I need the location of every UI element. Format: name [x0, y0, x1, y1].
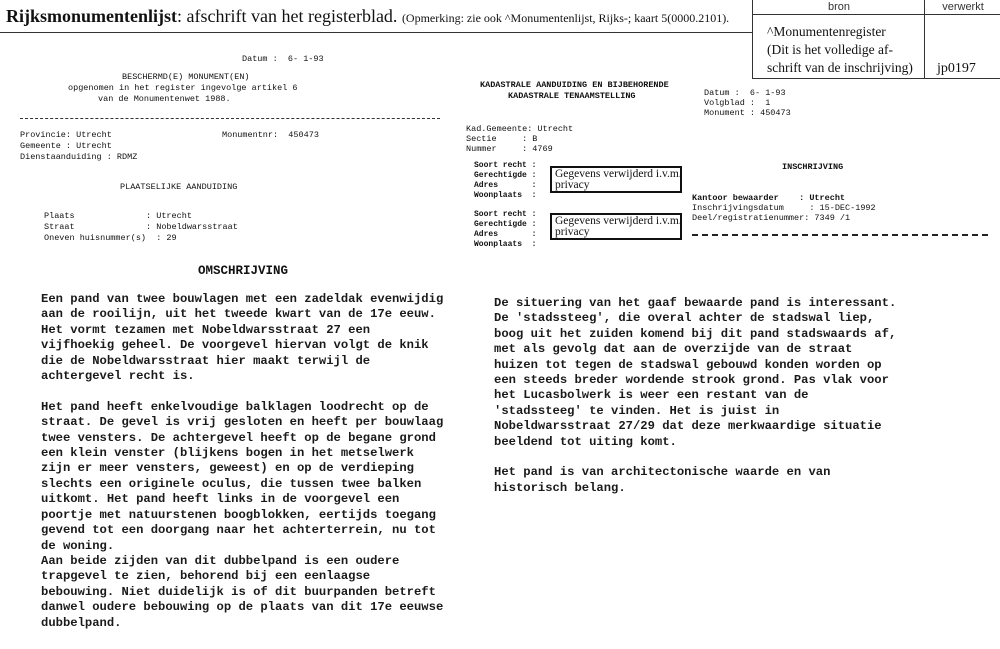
bron-header: bron [752, 0, 925, 15]
divider [20, 118, 440, 119]
plaats: Plaats : Utrecht [44, 211, 192, 221]
provincie: Provincie: Utrecht [20, 130, 112, 140]
opgenomen-line: opgenomen in het register ingevolge artikel 6 [68, 83, 298, 93]
straat: Straat : Nobeldwarsstraat [44, 222, 238, 232]
inschrijvingsdatum: Inschrijvingsdatum : 15-DEC-1992 [692, 203, 876, 213]
bron-cell [752, 14, 925, 79]
huisnummer: Oneven huisnummer(s) : 29 [44, 233, 177, 243]
kadastrale-heading-1: KADASTRALE AANDUIDING EN BIJBEHORENDE [480, 80, 669, 90]
dienstaanduiding: Dienstaanduiding : RDMZ [20, 152, 138, 162]
volgblad: Volgblad : 1 [704, 98, 771, 108]
right-monument: Monument : 450473 [704, 108, 791, 118]
sectie: Sectie : B [466, 134, 538, 144]
verwerkt-code: jp0197 [937, 61, 976, 76]
redacted-box-1: Gegevens verwijderd i.v.m. privacy [550, 166, 682, 193]
inschrijving-heading: INSCHRIJVING [782, 162, 844, 172]
right-datum: Datum : 6- 1-93 [704, 88, 786, 98]
beschermd-heading: BESCHERMD(E) MONUMENT(EN) [122, 72, 250, 82]
omschrijving-right-column: De situering van het gaaf bewaarde pand is interessant. De 'stadssteeg', die overal achter de stadswal liep, boog uit het zuiden komend bij dit pand stadswaards af, met als gevolg dat aan de overzijde van de straat huizen tot tegen de stadswal gebouwd konden worden op een steeds breder wordende strook grond. Pas vlak voor het Lucasbolwerk is weer een restant van de 'stadssteeg' te vinden. Het is juist in Nobeldwarsstraat 27/29 dat deze merkwaardige situatie beeldend tot uiting komt. Het pand is van architectonische waarde en van historisch belang. [494, 296, 897, 495]
kantoor-bewaarder: Kantoor bewaarder : Utrecht [692, 193, 846, 203]
omschrijving-left-column: Een pand van twee bouwlagen met een zadeldak evenwijdig aan de rooilijn, uit het tweede kwart van de 17e eeuw. Het vormt tezamen met Nobeldwarsstraat 27 een vijfhoekig geheel. De voorgevel hiervan volgt de knik die de Nobeldwarsstraat hier maakt terwijl de achtergevel recht is. Het pand heeft enkelvoudige balklagen loodrecht op de straat. De gevel is vrij gesloten en heeft per bouwlaag twee vensters. De achtergevel heeft op de begane grond een klein venster (blijkens bogen in het metselwerk zijn er meer vensters, geweest) en op de verdieping slechts een originele oculus, die tussen twee balken uitkomt. Het pand heeft links in de voorgevel een poortje met natuurstenen boogblokken, eertijds toegang gevend tot een doorgang naar het achterterrein, nu tot de woning. Aan beide zijden van dit dubbelpand is een oudere trapgevel te zien, behorend bij een eenlaagse bebouwing. Niet duidelijk is of dit buurpanden betreft danwel oudere bebouwing op de plaats van dit 17e eeuwse dubbelpand. [41, 292, 444, 630]
nummer: Nummer : 4769 [466, 144, 553, 154]
verwerkt-cell [924, 14, 1000, 79]
title-bold: Rijksmonumentenlijst [6, 6, 178, 26]
document-title [6, 6, 729, 27]
verwerkt-header: verwerkt [924, 0, 1000, 15]
bron-line: (Dit is het volledige af- [767, 42, 893, 57]
bron-line: ^Monumentenregister [767, 24, 886, 39]
monumentnr: Monumentnr: 450473 [222, 130, 319, 140]
title-rest: : afschrift van het registerblad. [177, 6, 398, 26]
deel-registratienummer: Deel/registratienummer: 7349 /1 [692, 213, 851, 223]
title-note: (Opmerking: zie ook ^Monumentenlijst, Rijks-; kaart 5(0000.2101). [401, 11, 730, 25]
omschrijving-heading: OMSCHRIJVING [198, 264, 289, 278]
plaatselijke-heading: PLAATSELIJKE AANDUIDING [120, 182, 238, 192]
left-datum: Datum : 6- 1-93 [242, 54, 324, 64]
bron-line: schrift van de inschrijving) [767, 60, 913, 75]
redacted-box-2: Gegevens verwijderd i.v.m. privacy [550, 213, 682, 240]
gemeente: Gemeente : Utrecht [20, 141, 112, 151]
wet-line: van de Monumentenwet 1988. [98, 94, 231, 104]
soort-recht-labels-2: Soort recht : Gerechtigde : Adres : Woonplaats : [474, 210, 537, 249]
kadastrale-heading-2: KADASTRALE TENAAMSTELLING [508, 91, 636, 101]
meta-box [752, 0, 1000, 78]
title-bar [0, 0, 752, 33]
soort-recht-labels-1: Soort recht : Gerechtigde : Adres : Woonplaats : [474, 161, 537, 200]
divider [692, 234, 988, 236]
kad-gemeente: Kad.Gemeente: Utrecht [466, 124, 574, 134]
